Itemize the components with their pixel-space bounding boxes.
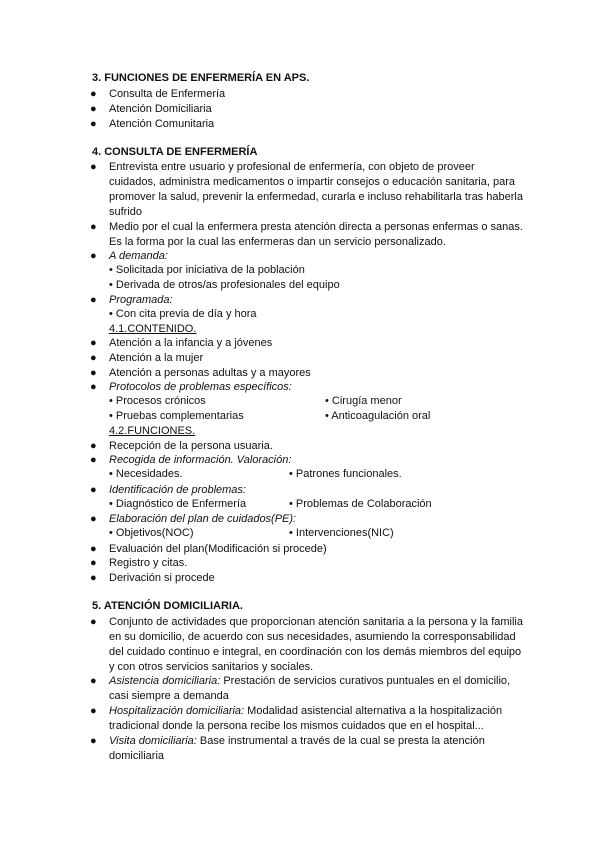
bullet-icon: ●	[90, 118, 97, 130]
demanda-label: A demanda:	[109, 250, 168, 262]
section-heading-4: 4. CONSULTA DE ENFERMERÍA	[92, 146, 258, 158]
hospitalizacion-line	[109, 704, 502, 718]
asistencia-label: Asistencia domiciliaria:	[109, 675, 221, 687]
asistencia-text: Prestación de servicios curativos puntuales en el domicilio,	[220, 675, 511, 687]
sub-item: • Derivada de otros/as profesionales del equipo	[109, 279, 340, 291]
list-item: Atención a la mujer	[109, 352, 204, 364]
paragraph-line: promover la salud, prevenir la enfermedad, curarla e incluso rehabilitarla tras haberla	[109, 191, 523, 203]
sub-item: • Solicitada por iniciativa de la población	[109, 264, 305, 276]
bullet-icon: ●	[90, 161, 97, 173]
bullet-icon: ●	[90, 352, 97, 364]
bullet-icon: ●	[90, 337, 97, 349]
bullet-icon: ●	[90, 103, 97, 115]
sub-item: • Problemas de Colaboración	[289, 498, 432, 510]
section-heading-5: 5. ATENCIÓN DOMICILIARIA.	[92, 600, 243, 612]
bullet-icon: ●	[90, 557, 97, 569]
paragraph-line: sufrido	[109, 206, 143, 218]
bullet-icon: ●	[90, 705, 97, 717]
sub-item: • Con cita previa de día y hora	[109, 308, 257, 320]
paragraph-line: Entrevista entre usuario y profesional de enfermería, con objeto de proveer	[109, 161, 475, 173]
elaboracion-label: Elaboración del plan de cuidados(PE):	[109, 513, 297, 525]
visita-label: Visita domiciliaria:	[109, 735, 197, 747]
sub-item: • Patrones funcionales.	[289, 468, 402, 480]
bullet-icon: ●	[90, 440, 97, 452]
sub-item: • Objetivos(NOC)	[109, 527, 194, 539]
paragraph-line: Medio por el cual la enfermera presta atención directa a personas enfermas o sanas.	[109, 221, 523, 233]
paragraph-line: y con otros servicios sanitarios y sociales.	[109, 661, 314, 673]
list-item: Atención Comunitaria	[109, 118, 215, 130]
list-item: Consulta de Enfermería	[109, 88, 226, 100]
sub-item: • Diagnóstico de Enfermería	[109, 498, 247, 510]
section-heading-3: 3. FUNCIONES DE ENFERMERÍA EN APS.	[92, 72, 310, 84]
identificacion-label: Identificación de problemas:	[109, 484, 246, 496]
paragraph-line: en su domicilio, de acuerdo con sus necesidades, asumiendo la corresponsabilidad	[109, 631, 516, 643]
paragraph-line: Es la forma por la cual las enfermeras dan un servicio personalizado.	[109, 236, 446, 248]
asistencia-line	[109, 674, 510, 688]
bullet-icon: ●	[90, 221, 97, 233]
list-item: Atención a personas adultas y a mayores	[109, 367, 311, 379]
sub-item: • Procesos crónicos	[109, 395, 206, 407]
bullet-icon: ●	[90, 513, 97, 525]
paragraph-line: domiciliaria	[109, 750, 165, 762]
sub-item: • Cirugía menor	[325, 395, 402, 407]
list-item: Atención a la infancia y a jóvenes	[109, 337, 273, 349]
paragraph-line: casi siempre a demanda	[109, 690, 229, 702]
sub-item: • Anticoagulación oral	[325, 410, 431, 422]
list-item: Recepción de la persona usuaria.	[109, 440, 273, 452]
protocolos-label: Protocolos de problemas específicos:	[109, 381, 292, 393]
bullet-icon: ●	[90, 735, 97, 747]
bullet-icon: ●	[90, 250, 97, 262]
bullet-icon: ●	[90, 367, 97, 379]
visita-text: Base instrumental a través de la cual se presta la atención	[196, 735, 485, 747]
sub-item: • Intervenciones(NIC)	[289, 527, 394, 539]
bullet-icon: ●	[90, 543, 97, 555]
recogida-label: Recogida de información. Valoración:	[109, 454, 292, 466]
list-item: Registro y citas.	[109, 557, 188, 569]
sub-item: • Pruebas complementarias	[109, 410, 244, 422]
hospitalizacion-text: Modalidad asistencial alternativa a la hospitalización	[244, 705, 503, 717]
paragraph-line: del cuidado continuo e integral, en coordinación con los demás miembros del equipo	[109, 646, 522, 658]
bullet-icon: ●	[90, 572, 97, 584]
sub-item: • Necesidades.	[109, 468, 183, 480]
programada-label: Programada:	[109, 294, 173, 306]
paragraph-line: cuidados, administra medicamentos o impartir consejos o educación sanitaria, para	[109, 176, 515, 188]
list-item: Evaluación del plan(Modificación si procede)	[109, 543, 327, 555]
visita-line	[109, 734, 485, 748]
bullet-icon: ●	[90, 88, 97, 100]
list-item: Derivación si procede	[109, 572, 215, 584]
bullet-icon: ●	[90, 381, 97, 393]
paragraph-line: Conjunto de actividades que proporcionan atención sanitaria a la persona y la familia	[109, 616, 523, 628]
bullet-icon: ●	[90, 484, 97, 496]
hospitalizacion-label: Hospitalización domiciliaria:	[109, 705, 245, 717]
list-item: Atención Domiciliaria	[109, 103, 212, 115]
bullet-icon: ●	[90, 454, 97, 466]
bullet-icon: ●	[90, 294, 97, 306]
subsection-title-funciones: 4.2.FUNCIONES.	[109, 425, 196, 437]
bullet-icon: ●	[90, 616, 97, 628]
paragraph-line: tradicional donde la persona recibe los mismos cuidados que en el hospital...	[109, 720, 484, 732]
subsection-title-contenido: 4.1.CONTENIDO.	[109, 323, 197, 335]
bullet-icon: ●	[90, 675, 97, 687]
